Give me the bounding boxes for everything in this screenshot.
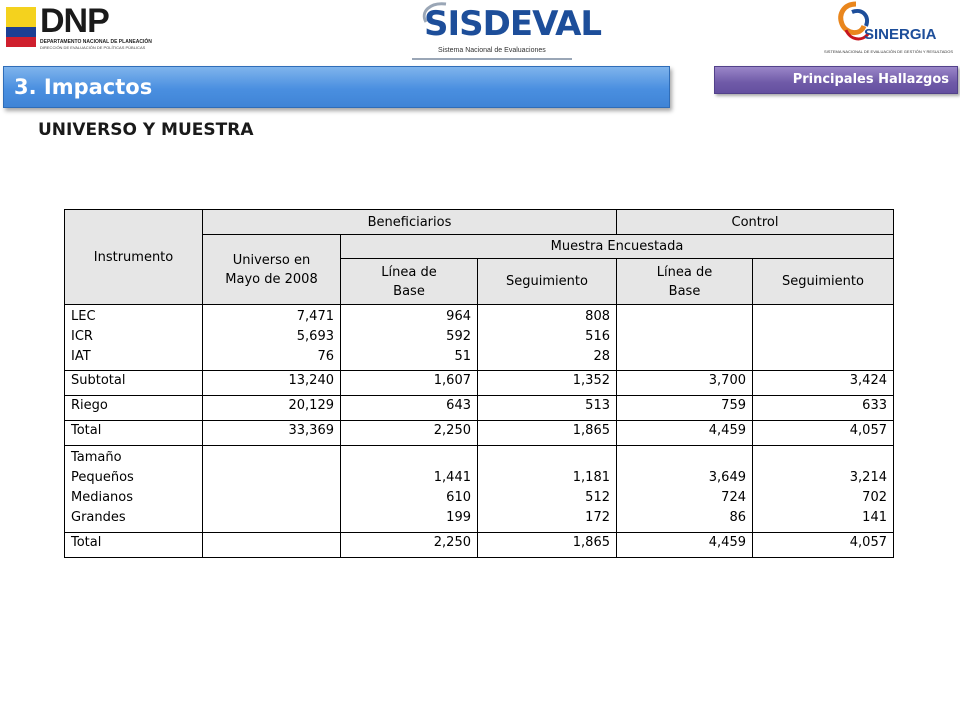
badge-label: Principales Hallazgos [792, 72, 949, 87]
value-iat-lb: 51 [454, 349, 471, 364]
value-iat-universo: 76 [317, 349, 334, 364]
seguimiento-values [478, 305, 617, 371]
value-subtotal-control-lb: 3,700 [617, 371, 753, 396]
sinergia-logo [824, 0, 960, 60]
value-total-control-seg: 4,057 [753, 421, 894, 446]
value-riego-seg: 513 [478, 396, 617, 421]
label-total-tamano: Total [65, 533, 203, 558]
sisdeval-underline [412, 58, 572, 60]
section-title: 3. Impactos [14, 75, 153, 99]
label-total: Total [65, 421, 203, 446]
value-total-control-lb: 4,459 [617, 421, 753, 446]
linea-base-values [341, 305, 478, 371]
table-row-tamano [65, 446, 894, 533]
value-medianos-control-seg: 702 [862, 490, 887, 505]
header-ben-linea-line2: Base [393, 283, 425, 299]
header-ben-seguimiento: Seguimiento [478, 259, 617, 305]
table-row-instrumentos [65, 305, 894, 371]
principales-hallazgos-badge [714, 66, 958, 94]
header-ben-linea-base [341, 259, 478, 305]
universo-values [203, 305, 341, 371]
colombia-flag-icon [6, 7, 36, 47]
value-icr-seg: 516 [585, 329, 610, 344]
dnp-logo [6, 2, 152, 50]
label-tamano: Tamaño [71, 450, 122, 465]
value-lec-seg: 808 [585, 309, 610, 324]
tamano-control-seg-values [753, 446, 894, 533]
value-grandes-lb: 199 [446, 510, 471, 525]
sinergia-wordmark: SINERGIA [864, 26, 937, 43]
label-iat: IAT [71, 349, 91, 364]
label-lec: LEC [71, 309, 96, 324]
label-subtotal: Subtotal [65, 371, 203, 396]
header-ben-linea-line1: Línea de [381, 264, 437, 280]
value-pequenos-control-lb: 3,649 [708, 470, 746, 485]
header-ctl-linea-line2: Base [668, 283, 701, 299]
header-ctl-linea-line1: Línea de [656, 264, 713, 280]
header-universo [203, 235, 341, 305]
sisdeval-tagline: Sistema Nacional de Evaluaciones [438, 47, 546, 54]
value-medianos-lb: 610 [446, 490, 471, 505]
table-row-total-tamano [65, 533, 894, 558]
value-total2-control-seg: 4,057 [753, 533, 894, 558]
header-beneficiarios: Beneficiarios [203, 210, 617, 235]
value-medianos-control-lb: 724 [721, 490, 746, 505]
sisdeval-wordmark: SISDEVAL [424, 4, 602, 44]
tamano-lb-values [341, 446, 478, 533]
header-instrumento: Instrumento [65, 210, 203, 305]
empty-cell [203, 533, 341, 558]
tamano-control-lb-values [617, 446, 753, 533]
header-control: Control [617, 210, 894, 235]
value-subtotal-universo: 13,240 [203, 371, 341, 396]
value-riego-control-seg: 633 [753, 396, 894, 421]
instrumento-labels [65, 305, 203, 371]
value-total2-control-lb: 4,459 [617, 533, 753, 558]
universo-muestra-table [64, 209, 894, 558]
label-pequenos: Pequeños [71, 470, 134, 485]
label-medianos: Medianos [71, 490, 134, 505]
value-iat-seg: 28 [593, 349, 610, 364]
value-icr-universo: 5,693 [296, 329, 334, 344]
tamano-seg-values [478, 446, 617, 533]
section-header-bar [3, 66, 670, 108]
value-pequenos-control-seg: 3,214 [849, 470, 887, 485]
header-row-1 [65, 210, 894, 235]
value-total-universo: 33,369 [203, 421, 341, 446]
value-grandes-seg: 172 [585, 510, 610, 525]
page-subtitle: UNIVERSO Y MUESTRA [38, 120, 254, 140]
value-lec-universo: 7,471 [296, 309, 334, 324]
empty-cell [203, 446, 341, 533]
table-row-total [65, 421, 894, 446]
value-total-seg: 1,865 [478, 421, 617, 446]
dnp-line1: DEPARTAMENTO NACIONAL DE PLANEACIÓN [40, 39, 152, 45]
header-muestra-encuestada: Muestra Encuestada [341, 235, 894, 259]
value-riego-control-lb: 759 [617, 396, 753, 421]
header-ctl-seguimiento: Seguimiento [753, 259, 894, 305]
sinergia-tagline: SISTEMA NACIONAL DE EVALUACIÓN DE GESTIÓN Y RESULTADOS [824, 49, 954, 54]
header-universo-line2: Mayo de 2008 [225, 271, 318, 287]
value-total2-seg: 1,865 [478, 533, 617, 558]
dnp-line2: DIRECCIÓN DE EVALUACIÓN DE POLÍTICAS PÚBLICAS [40, 45, 146, 50]
value-total-lb: 2,250 [341, 421, 478, 446]
label-riego: Riego [65, 396, 203, 421]
value-icr-lb: 592 [446, 329, 471, 344]
header-ctl-linea-base [617, 259, 753, 305]
value-total2-lb: 2,250 [341, 533, 478, 558]
value-medianos-seg: 512 [585, 490, 610, 505]
table-row-riego [65, 396, 894, 421]
value-subtotal-control-seg: 3,424 [753, 371, 894, 396]
tamano-labels [65, 446, 203, 533]
value-subtotal-seg: 1,352 [478, 371, 617, 396]
empty-cell [753, 305, 894, 371]
value-grandes-control-lb: 86 [729, 510, 746, 525]
label-icr: ICR [71, 329, 93, 344]
value-riego-lb: 643 [341, 396, 478, 421]
sisdeval-logo [412, 0, 602, 62]
label-grandes: Grandes [71, 510, 126, 525]
header-universo-line1: Universo en [232, 252, 311, 268]
value-pequenos-lb: 1,441 [433, 470, 471, 485]
dnp-wordmark: DNP [40, 2, 109, 40]
value-pequenos-seg: 1,181 [572, 470, 610, 485]
empty-cell [617, 305, 753, 371]
value-riego-universo: 20,129 [203, 396, 341, 421]
value-subtotal-lb: 1,607 [341, 371, 478, 396]
value-lec-lb: 964 [446, 309, 471, 324]
value-grandes-control-seg: 141 [862, 510, 887, 525]
table-row-subtotal [65, 371, 894, 396]
